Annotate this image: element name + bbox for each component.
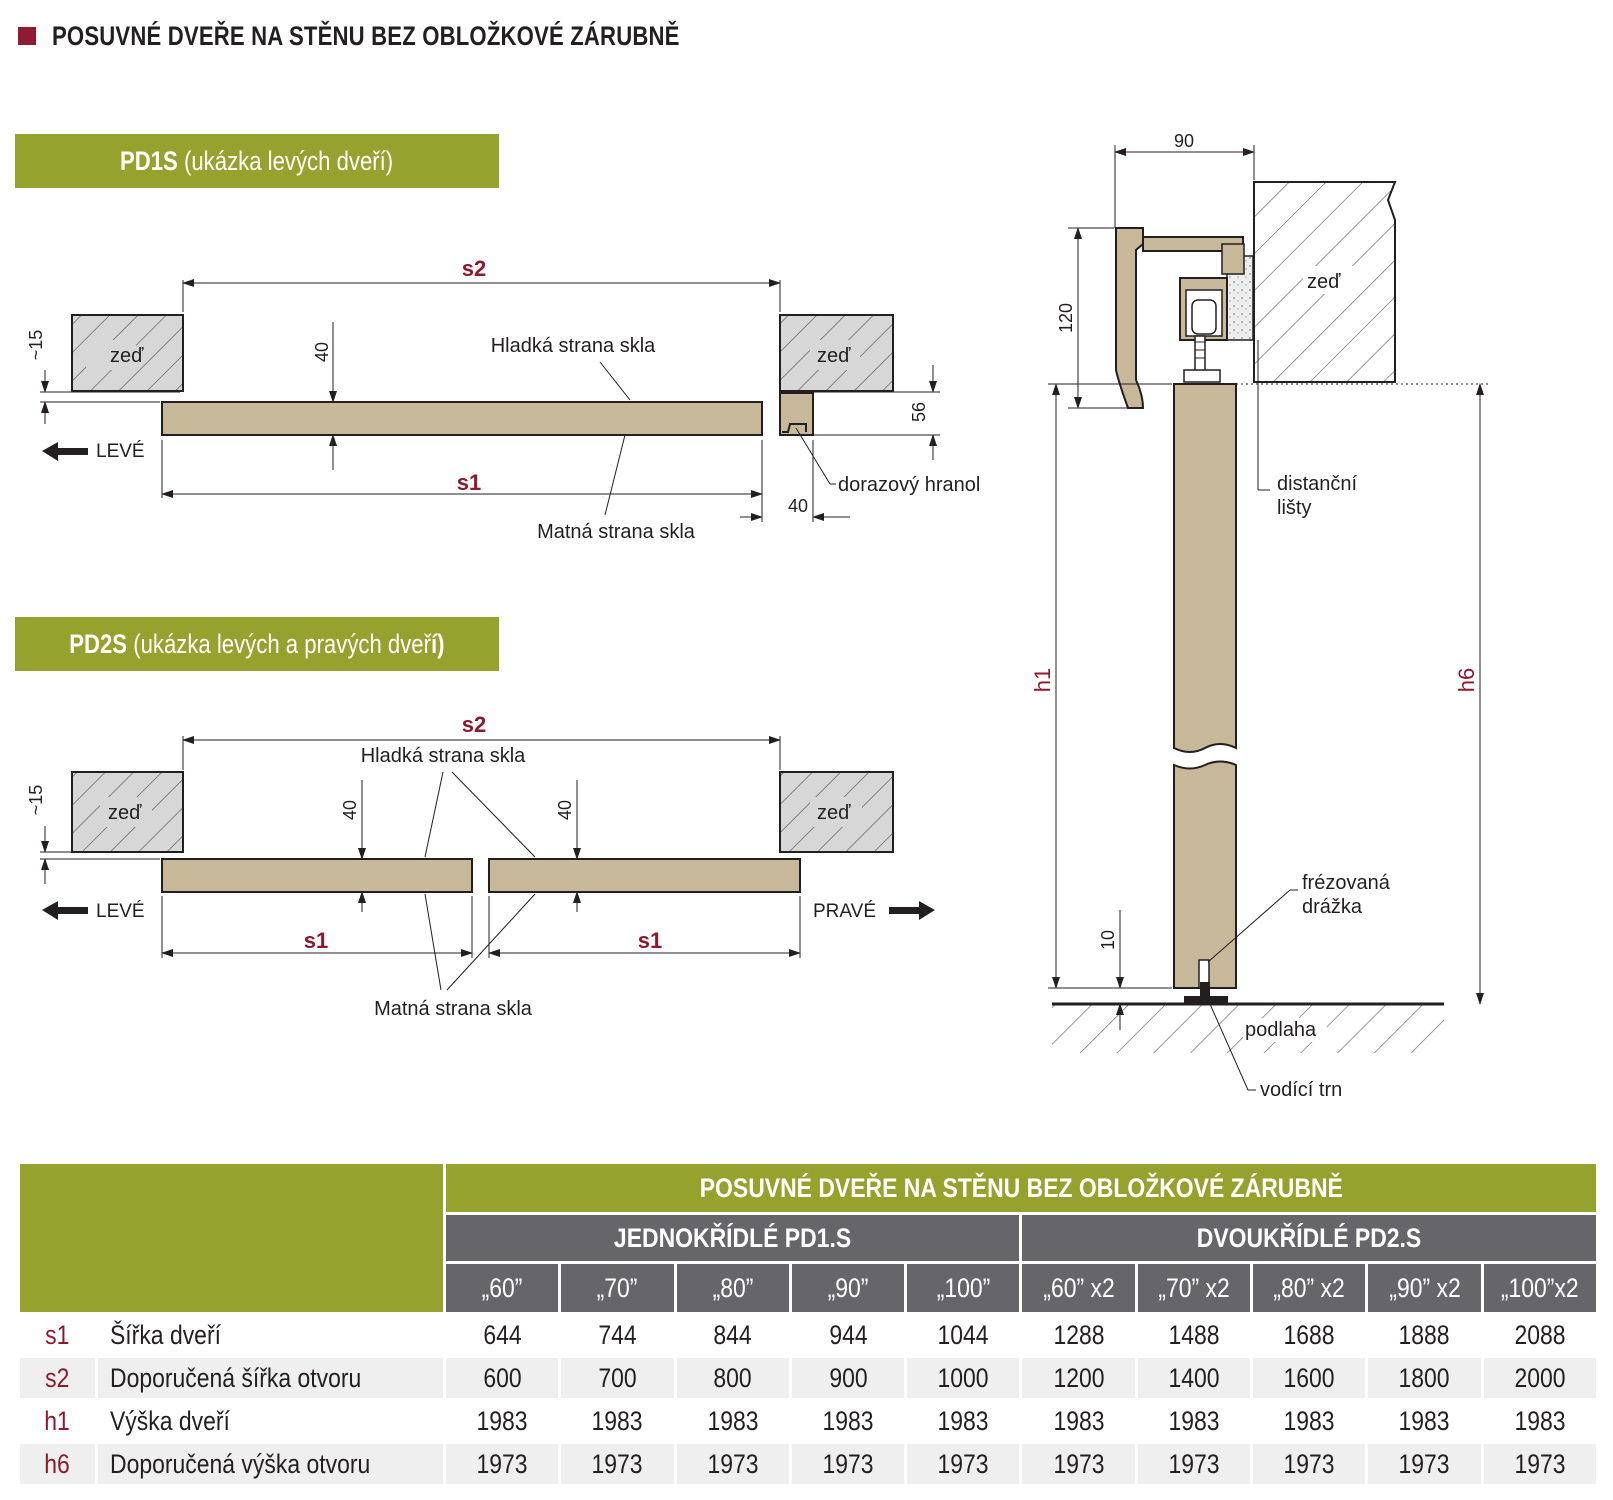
pd2s-dim-40-right: 40 — [555, 799, 575, 821]
pd1s-code: PD1S — [120, 145, 179, 176]
table-row — [20, 1444, 1596, 1484]
table-cell: 1983 — [792, 1401, 904, 1441]
pd2s-dim-s1-left: s1 — [303, 928, 329, 953]
pd2s-wall-right-label: zeď — [817, 802, 851, 824]
pd1s-matte-label: Matná strana skla — [537, 521, 695, 543]
pd2s-matte-label: Matná strana skla — [374, 998, 532, 1020]
size-header: „100”x2 — [1484, 1264, 1596, 1312]
table-cell: 700 — [561, 1358, 673, 1398]
pd1s-caption: (ukázka levých dveří) — [184, 145, 394, 176]
size-header: „60” — [446, 1264, 558, 1312]
side-cover-profile — [1116, 228, 1143, 408]
pd2s-drawing — [26, 712, 935, 1020]
table-cell: 1800 — [1368, 1358, 1480, 1398]
pd1s-wall-right-label: zeď — [817, 345, 851, 367]
size-header: „80” x2 — [1253, 1264, 1365, 1312]
table-cell: 1983 — [1253, 1401, 1365, 1441]
side-wall-label: zeď — [1307, 271, 1341, 293]
table-row — [20, 1358, 1596, 1398]
pd2s-dim-15: ~15 — [26, 784, 46, 816]
table-cell: 1973 — [1368, 1444, 1480, 1484]
size-header: „100” — [907, 1264, 1019, 1312]
table-cell: 1973 — [677, 1444, 789, 1484]
table-cell: 1000 — [907, 1358, 1019, 1398]
pd1s-dim-s1: s1 — [456, 470, 482, 495]
pd2s-caption-end: í) — [431, 628, 445, 659]
table-cell: 644 — [446, 1315, 558, 1355]
side-dim-10: 10 — [1098, 929, 1118, 951]
size-header: „90” x2 — [1368, 1264, 1480, 1312]
table-cell: 2000 — [1484, 1358, 1596, 1398]
pd2s-caption: (ukázka levých a pravých dveř — [133, 628, 432, 659]
side-dim-90: 90 — [1173, 131, 1195, 151]
table-cell: 1973 — [1022, 1444, 1134, 1484]
table-cell: 1983 — [1022, 1401, 1134, 1441]
table-cell: 1983 — [561, 1401, 673, 1441]
table-cell: 1983 — [1138, 1401, 1250, 1441]
size-header: „60” x2 — [1022, 1264, 1134, 1312]
row-label: Doporučená výška otvoru — [98, 1444, 443, 1484]
side-dim-h6: h6 — [1454, 667, 1479, 693]
spec-table — [17, 1161, 1599, 1487]
pd1s-smooth-label: Hladká strana skla — [490, 335, 656, 357]
table-cell: 1983 — [446, 1401, 558, 1441]
row-label: Výška dveří — [98, 1401, 443, 1441]
table-cell: 1983 — [677, 1401, 789, 1441]
table-cell: 1288 — [1022, 1315, 1134, 1355]
pd2s-left-arrow — [42, 901, 88, 920]
table-cell: 1983 — [907, 1401, 1019, 1441]
pd2s-dim-40-left: 40 — [340, 799, 360, 821]
pd1s-dim-40: 40 — [312, 341, 332, 363]
table-cell: 1973 — [561, 1444, 673, 1484]
side-groove-label-2: drážka — [1302, 896, 1363, 918]
row-symbol: h6 — [20, 1444, 95, 1484]
table-cell: 1488 — [1138, 1315, 1250, 1355]
table-cell: 1973 — [1484, 1444, 1596, 1484]
table-corner — [20, 1164, 443, 1312]
side-dim-h1: h1 — [1030, 667, 1055, 693]
size-header: „70” x2 — [1138, 1264, 1250, 1312]
table-cell: 744 — [561, 1315, 673, 1355]
table-cell: 1600 — [1253, 1358, 1365, 1398]
table-cell: 1973 — [792, 1444, 904, 1484]
table-cell: 900 — [792, 1358, 904, 1398]
side-guide-pin — [1184, 996, 1228, 1004]
pd2s-code: PD2S — [69, 628, 128, 659]
row-symbol: s2 — [20, 1358, 95, 1398]
table-cell: 1983 — [1484, 1401, 1596, 1441]
pd2s-glass-left — [162, 859, 472, 892]
size-header: „80” — [677, 1264, 789, 1312]
pd2s-dim-s2: s2 — [461, 712, 487, 737]
pd2s-glass-right — [489, 859, 800, 892]
pd1s-left-label: LEVÉ — [96, 441, 145, 462]
pd1s-dim-15: ~15 — [26, 329, 46, 361]
page-title: POSUVNÉ DVEŘE NA STĚNU BEZ OBLOŽKOVÉ ZÁRUBNĚ — [52, 20, 680, 51]
side-dim-120: 120 — [1056, 302, 1076, 334]
pd1s-dim-56: 56 — [909, 401, 929, 423]
row-symbol: h1 — [20, 1401, 95, 1441]
table-cell: 1688 — [1253, 1315, 1365, 1355]
table-cell: 844 — [677, 1315, 789, 1355]
table-cell: 1973 — [1138, 1444, 1250, 1484]
row-label: Šířka dveří — [98, 1315, 443, 1355]
table-cell: 1973 — [1253, 1444, 1365, 1484]
pd2s-right-label: PRAVÉ — [812, 901, 876, 922]
table-cell: 1044 — [907, 1315, 1019, 1355]
table-single-header: JEDNOKŘÍDLÉ PD1.S — [446, 1215, 1019, 1261]
table-double-header: DVOUKŘÍDLÉ PD2.S — [1022, 1215, 1596, 1261]
side-spacers-label-2: lišty — [1277, 497, 1312, 519]
side-pin-label: vodící trn — [1260, 1079, 1343, 1101]
side-door-panel-lower — [1174, 762, 1236, 989]
pd2s-smooth-label: Hladká strana skla — [360, 745, 526, 767]
pd2s-right-arrow — [889, 901, 935, 920]
table-cell: 1973 — [907, 1444, 1019, 1484]
pd1s-drawing — [26, 256, 980, 543]
row-symbol: s1 — [20, 1315, 95, 1355]
table-row — [20, 1401, 1596, 1441]
row-label: Doporučená šířka otvoru — [98, 1358, 443, 1398]
size-header: „70” — [561, 1264, 673, 1312]
pd1s-left-arrow — [42, 442, 88, 461]
table-cell: 1400 — [1138, 1358, 1250, 1398]
table-cell: 2088 — [1484, 1315, 1596, 1355]
side-groove-label-1: frézovaná — [1302, 872, 1390, 894]
table-row — [20, 1315, 1596, 1355]
pd1s-glass-panel — [162, 402, 762, 435]
table-title: POSUVNÉ DVEŘE NA STĚNU BEZ OBLOŽKOVÉ ZÁRUBNĚ — [446, 1164, 1596, 1212]
table-cell: 1200 — [1022, 1358, 1134, 1398]
pd2s-wall-left-label: zeď — [108, 802, 142, 824]
side-door-panel-upper — [1174, 384, 1236, 752]
table-cell: 944 — [792, 1315, 904, 1355]
side-view-drawing — [1030, 131, 1488, 1101]
pd2s-dim-s1-right: s1 — [637, 928, 663, 953]
side-spacers-label-1: distanční — [1277, 473, 1358, 495]
table-cell: 800 — [677, 1358, 789, 1398]
side-floor-label: podlaha — [1245, 1019, 1317, 1041]
pd1s-wall-left-label: zeď — [110, 345, 144, 367]
table-cell: 1983 — [1368, 1401, 1480, 1441]
pd1s-dim-s2: s2 — [461, 256, 487, 281]
pd1s-stop-label: dorazový hranol — [838, 474, 981, 496]
pd1s-dim-40b: 40 — [787, 496, 809, 516]
table-cell: 1888 — [1368, 1315, 1480, 1355]
table-cell: 600 — [446, 1358, 558, 1398]
pd2s-left-label: LEVÉ — [96, 901, 145, 922]
size-header: „90” — [792, 1264, 904, 1312]
table-cell: 1973 — [446, 1444, 558, 1484]
